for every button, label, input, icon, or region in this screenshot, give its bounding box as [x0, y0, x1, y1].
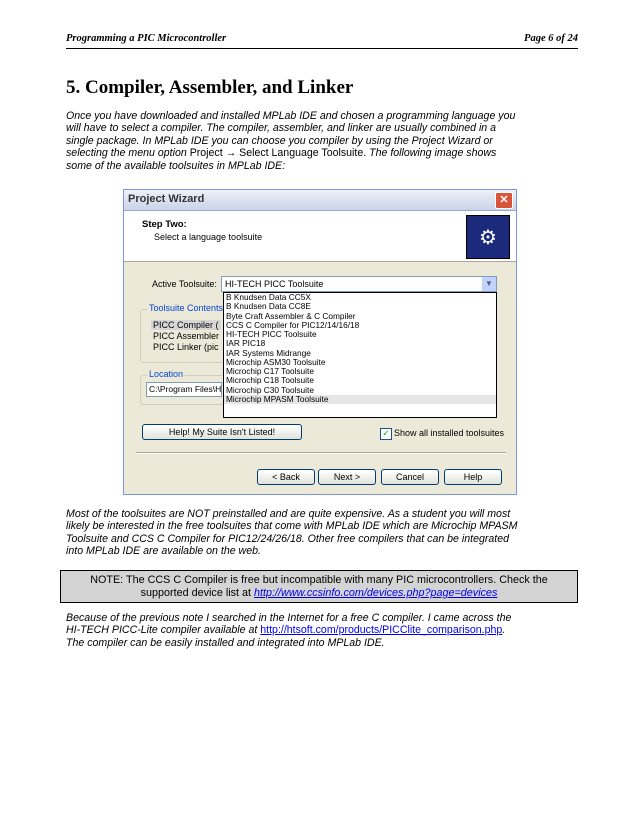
toolsuite-paragraph	[66, 508, 572, 558]
dropdown-option[interactable]: CCS C Compiler for PIC12/14/16/18	[226, 319, 360, 330]
menu-path: Project → Select Language Toolsuite.	[189, 147, 367, 160]
location-field[interactable]: C:\Program Files\H	[146, 382, 222, 397]
toolsuite-line-2: likely be interested in the free toolsuites that come with MPLab IDE which are Microchip MPASM	[66, 520, 518, 533]
picc-line-2-end: .	[502, 624, 506, 637]
note-line-2	[61, 587, 577, 600]
active-toolsuite-value: HI-TECH PICC Toolsuite	[225, 279, 324, 289]
back-button[interactable]: < Back	[257, 469, 315, 485]
dropdown-option-selected[interactable]: Microchip MPASM Toolsuite	[224, 395, 496, 404]
dropdown-option[interactable]: B Knudsen Data CC8E	[226, 301, 311, 312]
toolsuite-dropdown-list[interactable]	[223, 292, 497, 418]
intro-line-4-end: The following image shows	[366, 147, 497, 160]
ccs-devices-link[interactable]: http://www.ccsinfo.com/devices.php?page=devices	[254, 587, 498, 599]
toolsuite-line-1: Most of the toolsuites are NOT preinstalled and are quite expensive. As a student you will most	[66, 508, 511, 520]
toolsuite-line-3: Toolsuite and CCS C Compiler for PIC12/24/26/18. Other free compilers that can be integrated	[66, 532, 510, 545]
dropdown-option[interactable]: HI-TECH PICC Toolsuite	[226, 329, 317, 339]
toolsuite-contents-group	[140, 303, 230, 363]
toolsuite-line-4: into MPLab IDE are available on the web.	[66, 545, 261, 558]
dropdown-option[interactable]: Byte Craft Assembler & C Compiler	[226, 310, 356, 321]
intro-line-4-start: selecting the menu option	[66, 147, 190, 160]
note-line-1: NOTE: The CCS C Compiler is free but incompatible with many PIC microcontrollers. Check the	[90, 574, 548, 586]
contents-item[interactable]: PICC Assembler	[153, 331, 220, 341]
dropdown-option[interactable]: Microchip C17 Toolsuite	[226, 366, 314, 376]
help-suite-not-listed-button[interactable]: Help! My Suite Isn't Listed!	[142, 424, 302, 440]
note-box	[60, 570, 578, 603]
picc-line-1: Because of the previous note I searched in the Internet for a free C compiler. I came across the	[66, 612, 512, 624]
intro-line-4	[66, 147, 572, 159]
wizard-tools-icon: ⚙	[466, 215, 510, 259]
active-toolsuite-label: Active Toolsuite:	[152, 279, 217, 289]
help-button[interactable]: Help	[444, 469, 502, 485]
cancel-button[interactable]: Cancel	[381, 469, 439, 485]
dropdown-option[interactable]: IAR Systems Midrange	[226, 347, 311, 358]
dropdown-option[interactable]: Microchip C30 Toolsuite	[226, 384, 314, 395]
contents-item[interactable]: PICC Linker (pic	[153, 342, 219, 352]
wizard-titlebar	[124, 190, 516, 211]
page-number: Page 6 of 24	[524, 33, 578, 44]
note-line-2-text: supported device list at	[140, 587, 255, 599]
intro-line-3: single package. In MPLab IDE you can choose you compiler by using the Project Wizard or	[66, 134, 493, 147]
picc-line-3: The compiler can be easily installed and integrated into MPLab IDE.	[66, 636, 385, 649]
show-all-checkbox[interactable]: ✓	[380, 428, 392, 440]
step-title: Step Two:	[142, 219, 187, 230]
dropdown-option[interactable]: Microchip ASM30 Toolsuite	[226, 356, 326, 367]
wizard-title: Project Wizard	[128, 193, 205, 205]
next-button[interactable]: Next >	[318, 469, 376, 485]
project-wizard-window	[123, 189, 517, 495]
intro-line-5: some of the available toolsuites in MPLab IDE:	[66, 159, 286, 172]
contents-item[interactable]: PICC Compiler (	[153, 320, 219, 330]
header-divider	[66, 48, 578, 49]
intro-line-2: will have to select a compiler. The compiler, assembler, and linker are usually combined in a	[66, 122, 497, 135]
step-subtitle: Select a language toolsuite	[154, 232, 263, 242]
chevron-down-icon[interactable]: ▼	[482, 277, 496, 291]
intro-line-1: Once you have downloaded and installed MPLab IDE and chosen a programming language you	[66, 110, 516, 122]
running-header-title: Programming a PIC Microcontroller	[66, 33, 227, 44]
active-toolsuite-select[interactable]	[221, 276, 497, 292]
dropdown-option[interactable]: Microchip C18 Toolsuite	[226, 375, 314, 386]
picc-lite-paragraph	[66, 612, 572, 649]
toolsuite-contents-caption: Toolsuite Contents	[149, 303, 224, 313]
show-all-label: Show all installed toolsuites	[394, 428, 505, 438]
section-heading: 5. Compiler, Assembler, and Linker	[66, 77, 354, 98]
intro-paragraph	[66, 110, 572, 172]
location-caption: Location	[149, 369, 184, 379]
dropdown-option[interactable]: B Knudsen Data CC5X	[226, 292, 311, 302]
picc-line-2-text: HI-TECH PICC-Lite compiler available at	[66, 624, 261, 637]
button-separator	[136, 452, 506, 454]
dropdown-option[interactable]: IAR PIC18	[226, 338, 266, 349]
picc-line-2	[66, 624, 572, 636]
wizard-header-panel	[124, 211, 516, 262]
htsoft-link[interactable]: http://htsoft.com/products/PICClite_comparison.php	[260, 624, 503, 637]
close-icon[interactable]: ✕	[495, 192, 513, 209]
